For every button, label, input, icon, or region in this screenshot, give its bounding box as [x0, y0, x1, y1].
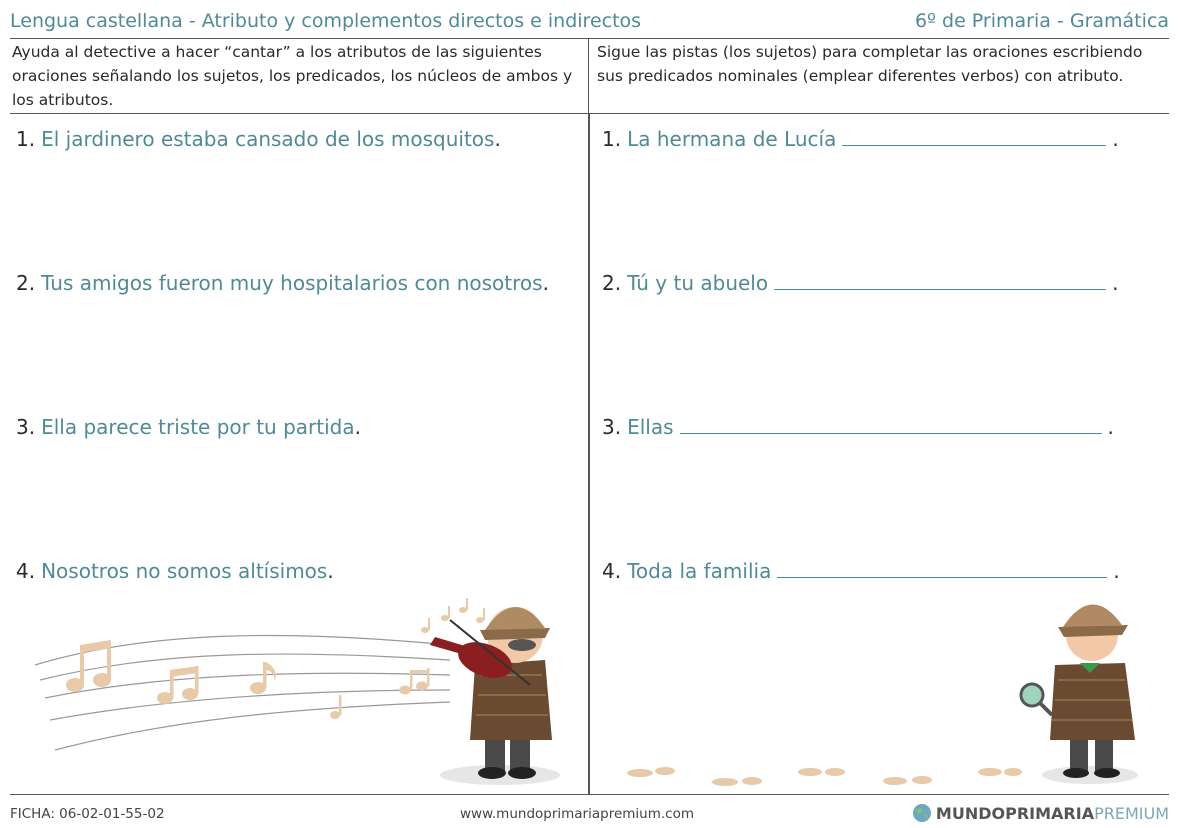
answer-blank[interactable] — [774, 271, 1106, 290]
footprint-icon — [627, 767, 1022, 786]
answer-blank[interactable] — [680, 415, 1102, 434]
right-exercise-3 — [602, 415, 1114, 439]
sentence-subject: Ellas — [627, 415, 674, 439]
music-staff — [35, 635, 450, 750]
item-number: 3. — [16, 415, 36, 439]
sentence: El jardinero estaba cansado de los mosquitos — [41, 127, 495, 151]
sentence: Nosotros no somos altísimos — [41, 559, 328, 583]
item-number: 1. — [602, 127, 622, 151]
item-number: 2. — [602, 271, 622, 295]
instructions-left: Ayuda al detective a hacer “cantar” a los atributos de las siguientes oraciones señalando los sujetos, los predicados, los núcleos de ambos y los atributos. — [12, 43, 573, 109]
period: . — [1107, 415, 1114, 439]
brand-logo — [912, 803, 1169, 823]
grade-subject: 6º de Primaria - Gramática — [914, 10, 1169, 32]
period: . — [542, 271, 549, 295]
worksheet-title: Lengua castellana - Atributo y complementos directos e indirectos — [10, 10, 642, 32]
answer-blank[interactable] — [842, 127, 1106, 146]
period: . — [354, 415, 361, 439]
brand-premium: PREMIUM — [1094, 803, 1169, 823]
period: . — [1112, 127, 1119, 151]
brand-mundo: MUNDO — [935, 803, 1006, 823]
right-exercise-2 — [602, 271, 1118, 295]
period: . — [494, 127, 501, 151]
column-divider-top — [588, 38, 589, 113]
sentence-subject: Toda la familia — [627, 559, 772, 583]
footer-rule — [10, 794, 1169, 795]
detective-violin-illustration — [30, 590, 570, 790]
header-rule — [10, 38, 1169, 39]
period: . — [1112, 271, 1119, 295]
brand-primaria: PRIMARIA — [1005, 803, 1095, 823]
music-note-icon — [66, 640, 430, 719]
detective-magnifier-illustration — [600, 585, 1160, 790]
left-exercise-1 — [16, 127, 501, 151]
item-number: 4. — [16, 559, 36, 583]
right-exercise-1 — [602, 127, 1119, 151]
item-number: 1. — [16, 127, 36, 151]
sentence-subject: Tú y tu abuelo — [627, 271, 769, 295]
answer-blank[interactable] — [777, 559, 1107, 578]
left-exercise-4 — [16, 559, 334, 583]
right-exercise-4 — [602, 559, 1120, 583]
left-exercise-2 — [16, 271, 549, 295]
item-number: 3. — [602, 415, 622, 439]
sentence: Tus amigos fueron muy hospitalarios con nosotros — [41, 271, 543, 295]
period: . — [327, 559, 334, 583]
item-number: 4. — [602, 559, 622, 583]
detective-figure — [1021, 604, 1138, 784]
detective-figure — [430, 607, 560, 785]
page-header — [10, 6, 1169, 36]
left-exercise-3 — [16, 415, 361, 439]
worksheet-code: FICHA: 06-02-01-55-02 — [10, 806, 165, 822]
period: . — [1113, 559, 1120, 583]
sentence-subject: La hermana de Lucía — [627, 127, 837, 151]
column-divider — [588, 113, 590, 795]
website-link[interactable]: www.mundoprimariapremium.com — [460, 806, 694, 822]
music-note-icon — [421, 598, 485, 633]
item-number: 2. — [16, 271, 36, 295]
instructions-right: Sigue las pistas (los sujetos) para completar las oraciones escribiendo sus predicados nominales (emplear diferentes verbos) con atributo. — [597, 43, 1143, 85]
sentence: Ella parece triste por tu partida — [41, 415, 355, 439]
globe-icon — [912, 803, 932, 823]
